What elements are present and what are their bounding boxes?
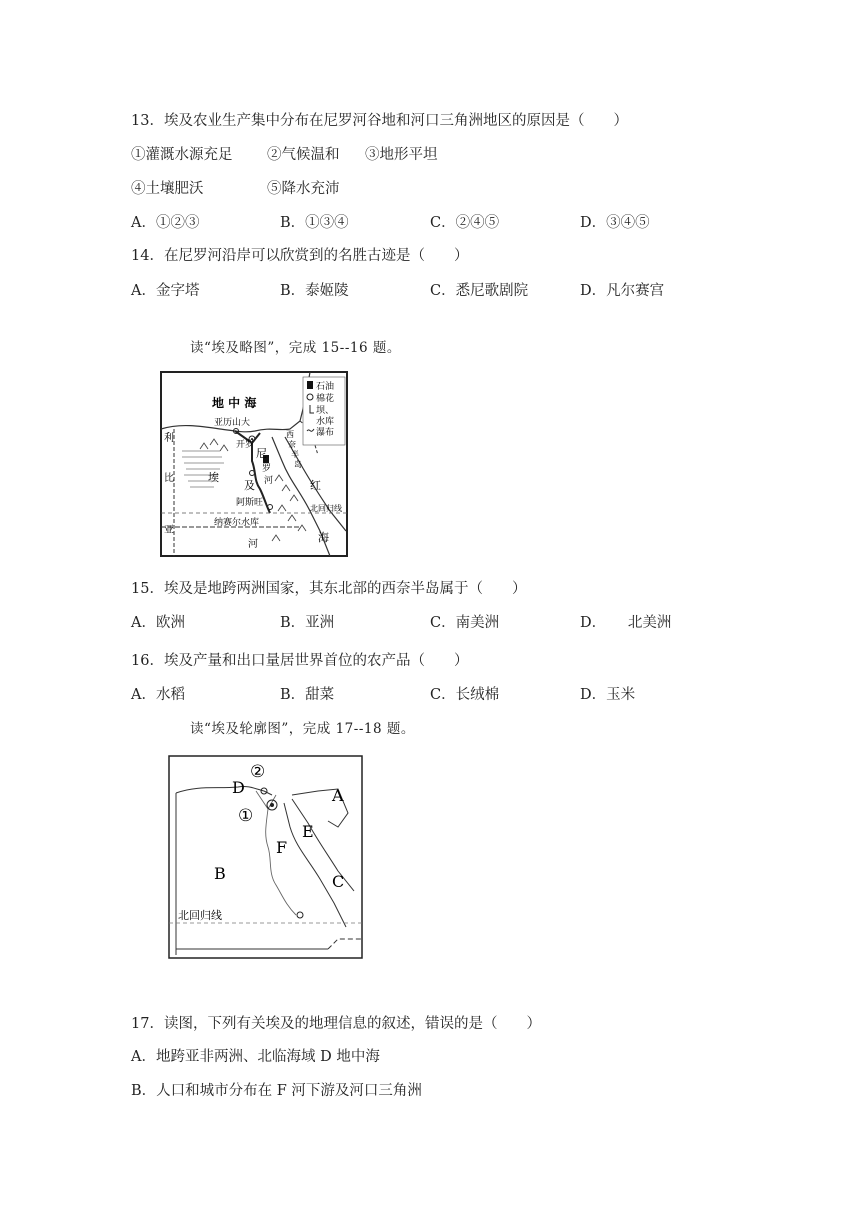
q13-option-b[interactable]: B．①③④ [280,215,349,231]
map1-alexandria-label: 亚历山大 [214,418,251,428]
legend-reservoir: 水库 [316,417,335,427]
map1-redsea-2: 海 [318,531,329,544]
map2-tropic-label: 北回归线 [178,909,222,922]
map1-nile-1: 尼 [256,447,267,460]
q13-item-2: ②气候温和 [267,147,340,163]
q17-option-b[interactable]: B．人口和城市分布在 F 河下游及河口三角洲 [131,1083,422,1099]
q13-option-c[interactable]: C．②④⑤ [430,215,500,231]
map2-label-d: D [232,778,245,797]
map1-sinai-3: 半 [291,450,299,459]
map1-redsea-1: 红 [310,479,321,492]
map2-label-a: A [332,786,344,805]
q15-option-a[interactable]: A．欧洲 [131,615,185,631]
map2-label-f: F [276,838,288,857]
egypt-outline-map [168,755,363,959]
q15-option-c[interactable]: C．南美洲 [430,615,500,631]
map1-sinai-2: 奈 [288,440,296,449]
map1-aswan-label: 阿斯旺 [236,498,264,508]
q13-option-d[interactable]: D．③④⑤ [580,215,650,231]
map2-label-c: C [332,872,345,891]
question-17-stem: 17．读图，下列有关埃及的地理信息的叙述，错误的是（ ） [131,1016,541,1032]
q16-option-a[interactable]: A．水稻 [131,687,185,703]
map1-libya-1: 利 [164,433,174,444]
map1-tropic-label: 北回归线 [310,504,342,513]
legend-oil: 石油 [316,382,335,392]
q13-item-5: ⑤降水充沛 [267,181,340,197]
q13-item-3: ③地形平坦 [365,147,438,163]
map1-river-label: 河 [248,539,258,550]
q15-option-d[interactable]: D． 北美洲 [580,615,672,631]
map1-sinai-4: 岛 [294,460,302,469]
q13-item-4: ④土壤肥沃 [131,181,204,197]
map1-nile-2: 罗 [262,464,272,474]
map1-egypt-2: 及 [244,479,255,492]
map2-label-1: ① [238,806,254,826]
map2-label-2: ② [250,762,266,782]
legend-dam: 坝、 [316,406,335,416]
q16-option-c[interactable]: C．长绒棉 [430,687,500,703]
map1-mediterranean-label: 地 中 海 [212,396,257,410]
map1-sinai-1: 西 [286,430,294,439]
map1-nile-3: 河 [264,476,274,486]
question-16-stem: 16．埃及产量和出口量居世界首位的农产品（ ） [131,653,469,669]
map1-cairo-label: 开罗 [236,440,255,450]
map2-instruction: 读“埃及轮廓图”，完成 17--18 题。 [190,721,415,737]
map1-instruction: 读“埃及略图”，完成 15--16 题。 [190,340,401,356]
q13-item-1: ①灌溉水源充足 [131,147,233,163]
map2-label-b: B [214,864,226,883]
q17-option-a[interactable]: A．地跨亚非两洲、北临海域 D 地中海 [131,1049,380,1065]
q13-option-a[interactable]: A．①②③ [131,215,200,231]
q15-option-b[interactable]: B．亚洲 [280,615,335,631]
map1-egypt-1: 埃 [208,471,219,484]
map1-libya-2: 比 [164,473,174,484]
question-14-stem: 14．在尼罗河沿岸可以欣赏到的名胜古迹是（ ） [131,248,469,264]
q14-option-b[interactable]: B．泰姬陵 [280,283,349,299]
question-13-stem: 13．埃及农业生产集中分布在尼罗河谷地和河口三角洲地区的原因是（ ） [131,113,628,129]
map1-nasser-label: 纳赛尔水库 [214,518,260,528]
egypt-sketch-map [160,371,348,557]
legend-cotton: 棉花 [316,394,335,404]
map1-libya-3: 亚 [164,525,174,536]
q16-option-d[interactable]: D．玉米 [580,687,636,703]
q14-option-a[interactable]: A．金字塔 [131,283,200,299]
question-15-stem: 15．埃及是地跨两洲国家，其东北部的西奈半岛属于（ ） [131,581,527,597]
q14-option-d[interactable]: D．凡尔赛宫 [580,283,665,299]
legend-waterfall: 瀑布 [316,428,335,438]
q14-option-c[interactable]: C．悉尼歌剧院 [430,283,529,299]
map2-label-e: E [302,822,314,841]
q16-option-b[interactable]: B．甜菜 [280,687,335,703]
